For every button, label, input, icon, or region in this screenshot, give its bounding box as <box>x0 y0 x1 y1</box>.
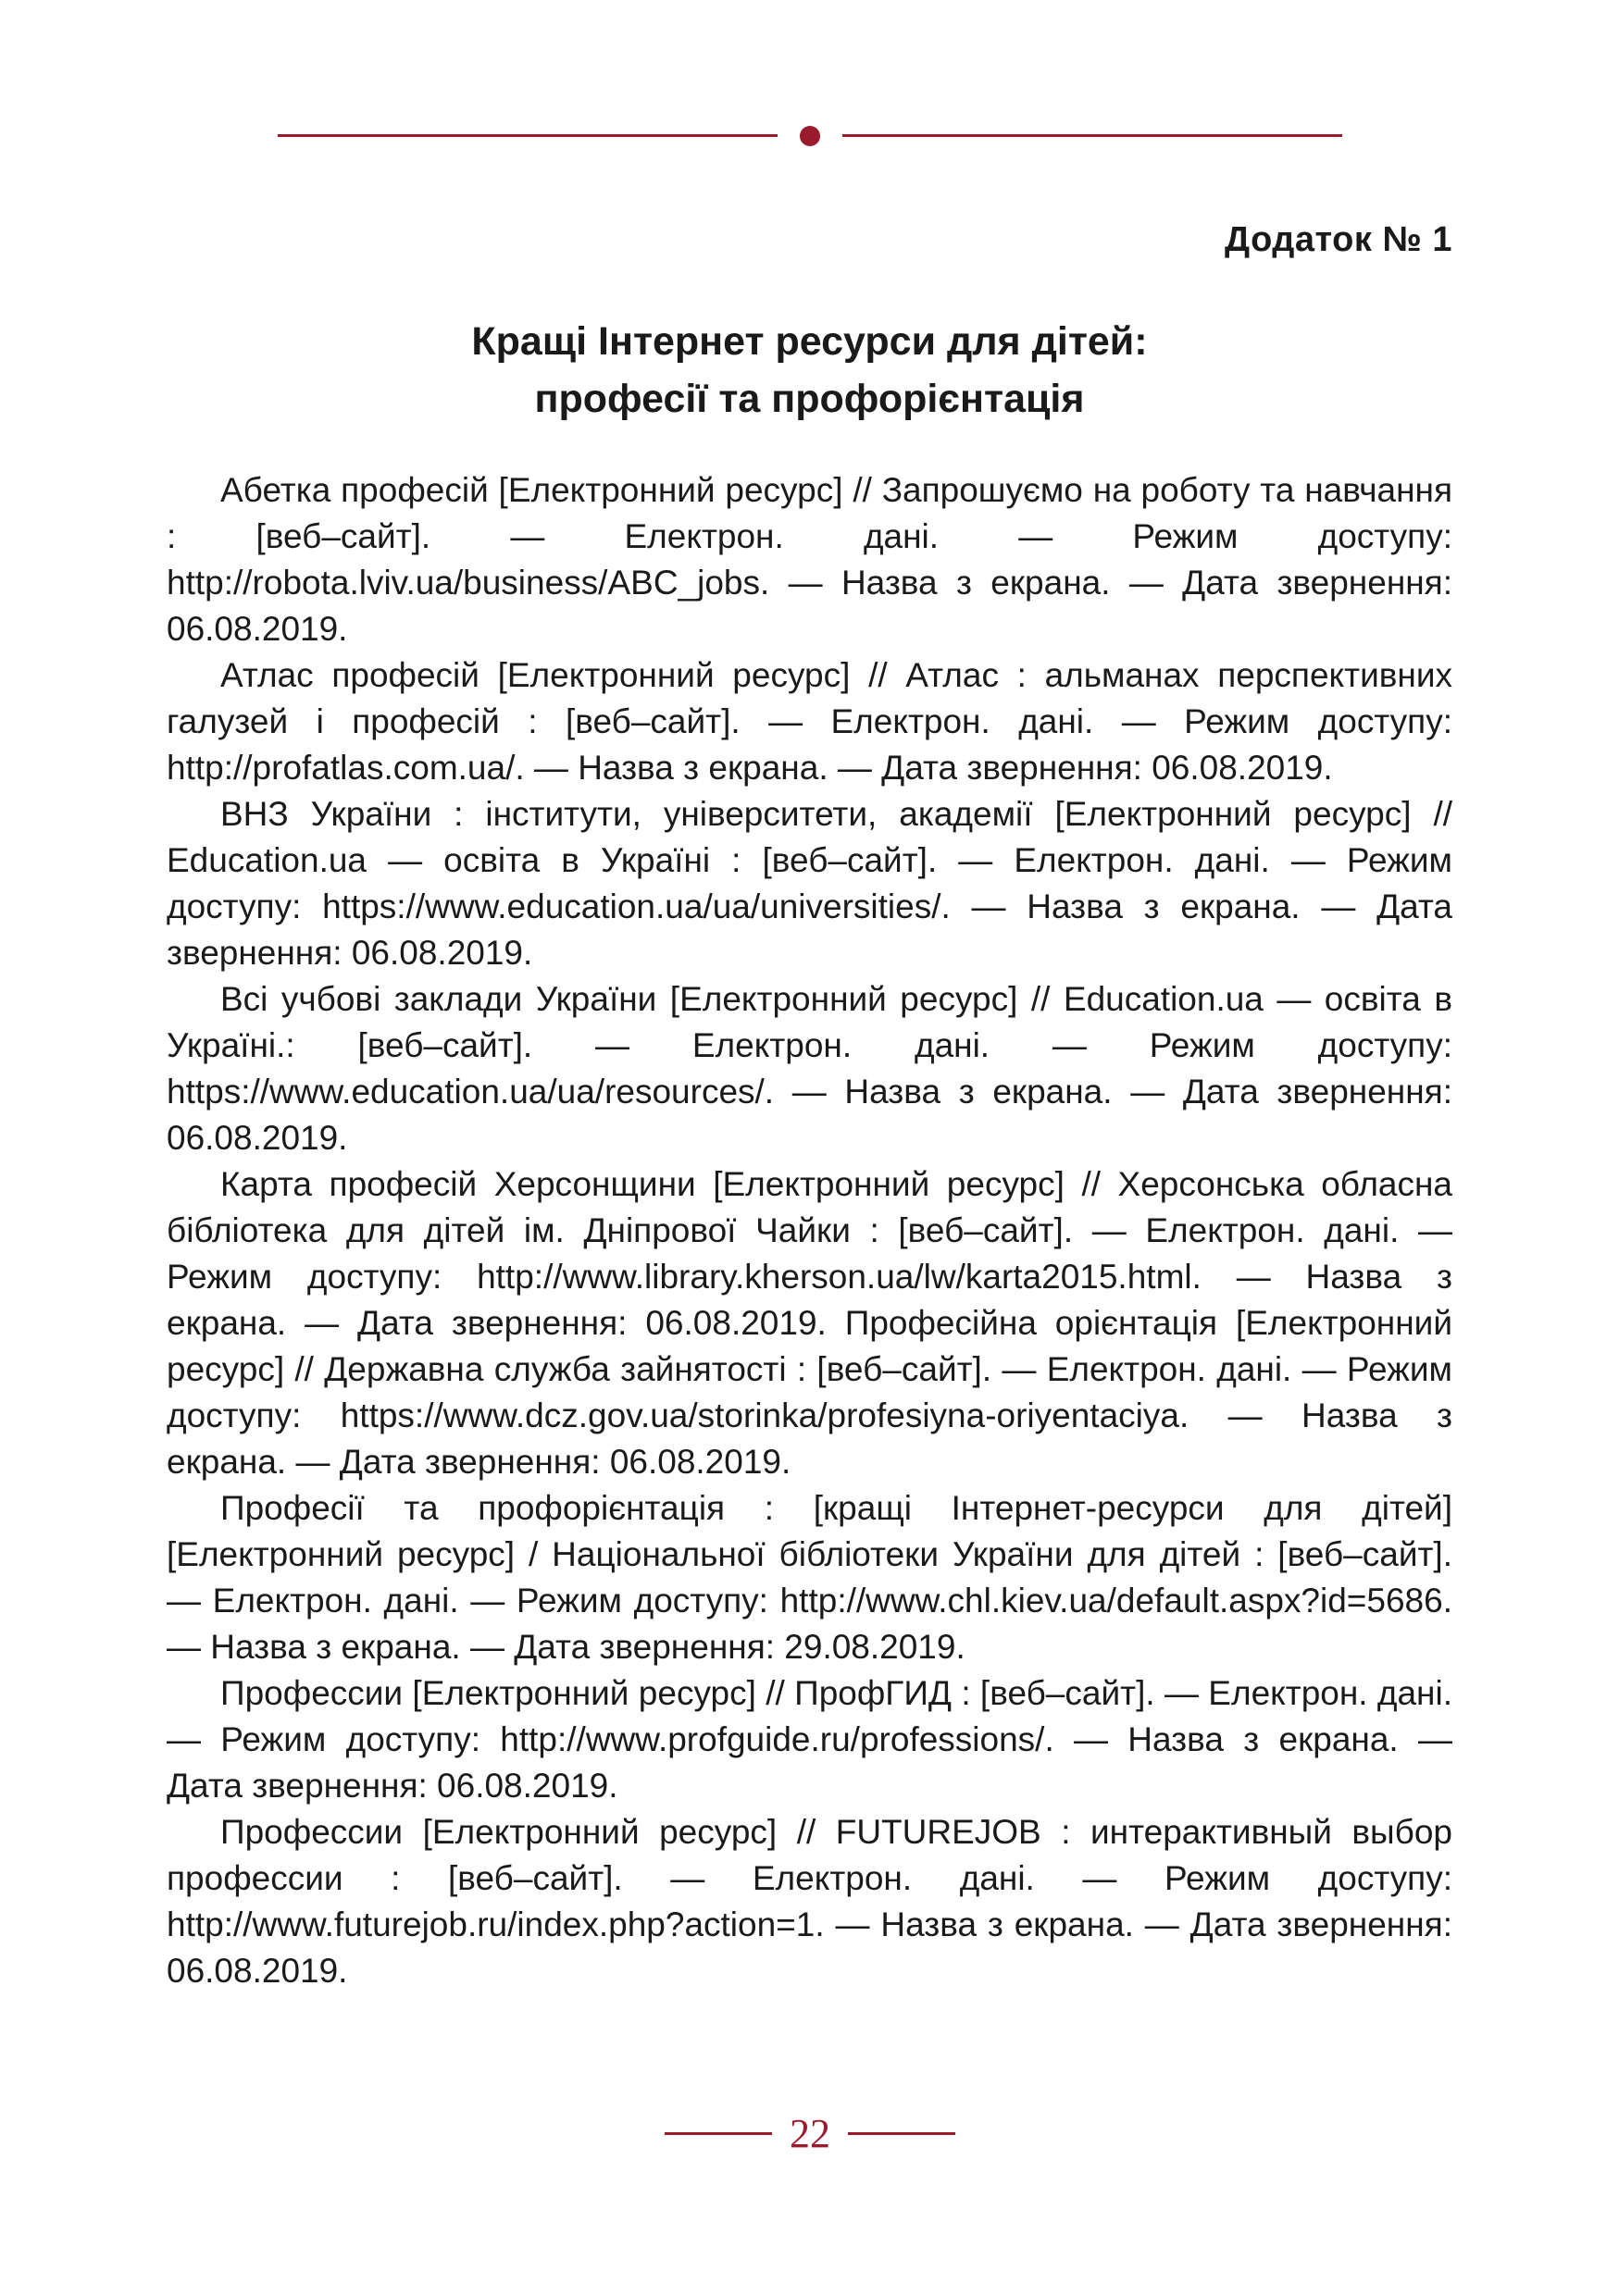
page-title-line-1: Кращі Інтернет ресурси для дітей: <box>471 319 1148 364</box>
page-number: 22 <box>790 2111 830 2156</box>
bibliography-list <box>167 467 1452 1994</box>
page-title-line-2: професії та профорієнтація <box>534 377 1085 421</box>
footer-line-right <box>848 2132 955 2135</box>
bibliography-entry: Всі учбові заклади України [Електронний ресурс] // Education.ua — освіта в Україні.: [веб–сайт]. — Електрон. дані. — Режим доступу: https://www.education.ua/ua/resources/. — Назва з екрана. — Дата звернення: 06.08.2019. <box>167 980 1452 1157</box>
bibliography-entry: Карта професій Херсонщини [Електронний ресурс] // Херсонська обласна бібліотека для дітей ім. Дніпрової Чайки : [веб–сайт]. — Електрон. дані. — Режим доступу: http://www.library.kherson.ua/lw/karta2015.html. — Назва з екрана. — Дата звернення: 06.08.2019. Професійна орієнтація [Електронний ресурс] // Державна служба зайнятості : [веб–сайт]. — Електрон. дані. — Режим доступу: https://www.dcz.gov.ua/storinka/profesiyna-oriyentaciya. — Назва з екрана. — Дата звернення: 06.08.2019. <box>167 1165 1452 1481</box>
ornament-line-right <box>842 134 1342 137</box>
bibliography-entry: Профессии [Електронний ресурс] // ПрофГИД : [веб–сайт]. — Електрон. дані. — Режим доступу: http://www.profguide.ru/professions/. — Назва з екрана. — Дата звернення: 06.08.2019. <box>167 1674 1452 1805</box>
bibliography-entry: Абетка професій [Електронний ресурс] // Запрошуємо на роботу та навчання : [веб–сайт]. — Електрон. дані. — Режим доступу: http://robota.lviv.ua/business/ABC_jobs. — Назва з екрана. — Дата звернення: 06.08.2019. <box>167 471 1452 648</box>
appendix-label: Додаток № 1 <box>1225 220 1452 259</box>
bibliography-entry: Професії та профорієнтація : [кращі Інтернет-ресурси для дітей] [Електронний ресурс] / Національної бібліотеки України для дітей : [веб–сайт]. — Електрон. дані. — Режим доступу: http://www.chl.kiev.ua/default.aspx?id=5686. — Назва з екрана. — Дата звернення: 29.08.2019. <box>167 1489 1452 1666</box>
footer-line-left <box>665 2132 772 2135</box>
bibliography-entry: Профессии [Електронний ресурс] // FUTUREJOB : интерактивный выбор профессии : [веб–сайт]. — Електрон. дані. — Режим доступу: http://www.futurejob.ru/index.php?action=1. — Назва з екрана. — Дата звернення: 06.08.2019. <box>167 1813 1452 1990</box>
ornament-line-left <box>278 134 778 137</box>
page-title <box>167 313 1452 428</box>
bibliography-entry: Атлас професій [Електронний ресурс] // Атлас : альманах перспективних галузей і професій : [веб–сайт]. — Електрон. дані. — Режим доступу: http://profatlas.com.ua/. — Назва з екрана. — Дата звернення: 06.08.2019. <box>167 656 1452 787</box>
page-footer <box>0 2110 1619 2156</box>
ornament-dot <box>800 126 820 146</box>
bibliography-entry: ВНЗ України : інститути, університети, академії [Електронний ресурс] // Education.ua — освіта в Україні : [веб–сайт]. — Електрон. дані. — Режим доступу: https://www.education.ua/ua/universities/. — Назва з екрана. — Дата звернення: 06.08.2019. <box>167 795 1452 972</box>
header-ornament <box>278 126 1342 146</box>
